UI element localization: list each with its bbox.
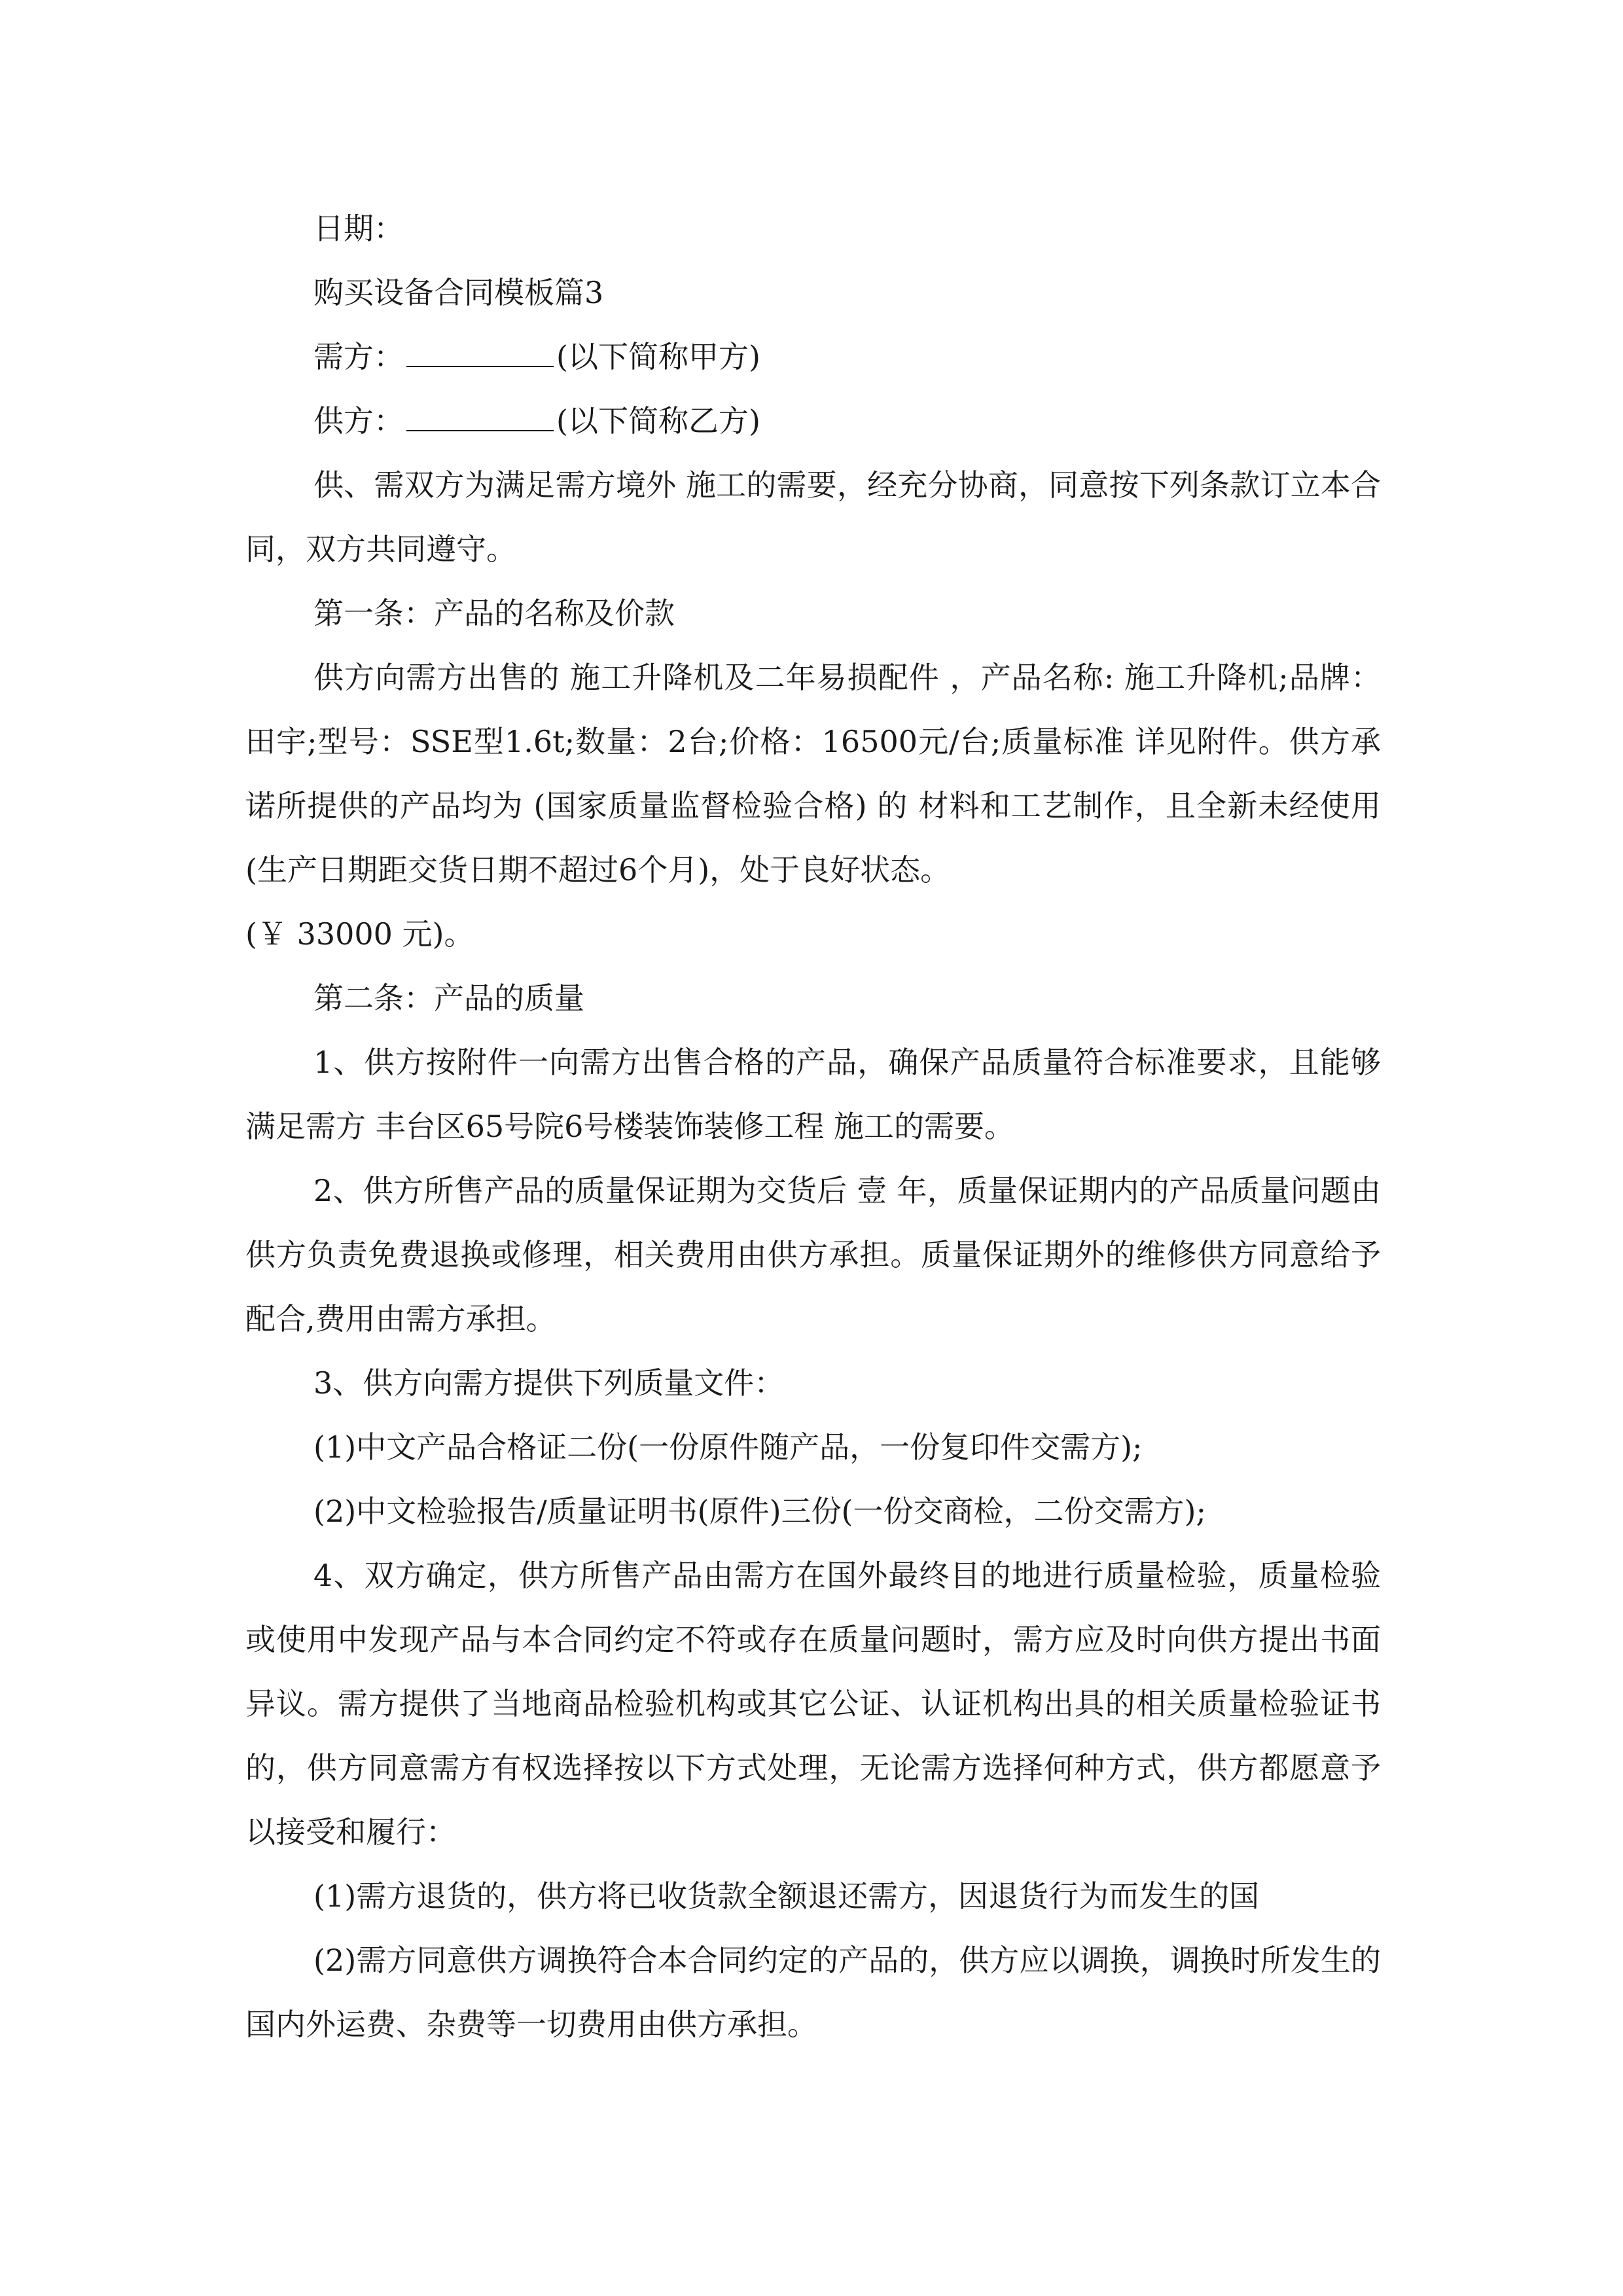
buyer-suffix: (以下简称甲方) xyxy=(556,339,760,374)
document-page xyxy=(245,196,1381,2056)
clause-2: 2、供方所售产品的质量保证期为交货后 壹 年，质量保证期内的产品质量问题由供方负责免费退换或修理，相关费用由供方承担。质量保证期外的维修供方同意给予配合,费用由需方承担。 xyxy=(245,1173,1381,1336)
clause-3-item-1: (1)中文产品合格证二份(一份原件随产品，一份复印件交需方); xyxy=(313,1429,1143,1465)
seller-line xyxy=(245,389,1381,453)
article1-title: 第一条：产品的名称及价款 xyxy=(313,596,675,631)
clause-4: 4、双方确定，供方所售产品由需方在国外最终目的地进行质量检验，质量检验或使用中发现产品与本合同约定不符或存在质量问题时，需方应及时向供方提出书面异议。需方提供了当地商品检验机构或其它公证、认证机构出具的相关质量检验证书的，供方同意需方有权选择按以下方式处理，无论需方选择何种方式，供方都愿意予以接受和履行： xyxy=(245,1558,1381,1850)
article2-title: 第二条：产品的质量 xyxy=(313,980,584,1016)
clause-3-item-2: (2)中文检验报告/质量证明书(原件)三份(一份交商检，二份交需方); xyxy=(313,1494,1206,1529)
intro-paragraph: 供、需双方为满足需方境外 施工的需要，经充分协商，同意按下列条款订立本合同，双方共同遵守。 xyxy=(245,467,1381,567)
article1-total: (￥ 33000 元)。 xyxy=(245,916,474,952)
clause-4-item-2: (2)需方同意供方调换符合本合同约定的产品的，供方应以调换，调换时所发生的国内外运费、杂费等一切费用由供方承担。 xyxy=(245,1943,1381,2042)
seller-blank xyxy=(406,404,554,431)
buyer-blank xyxy=(406,340,554,367)
buyer-label: 需方： xyxy=(313,339,404,374)
section-title: 购买设备合同模板篇3 xyxy=(313,275,604,310)
buyer-line xyxy=(245,325,1381,389)
seller-suffix: (以下简称乙方) xyxy=(556,403,760,439)
seller-label: 供方： xyxy=(313,403,404,439)
date-line: 日期： xyxy=(313,211,404,246)
clause-4-item-1: (1)需方退货的，供方将已收货款全额退还需方，因退货行为而发生的国 xyxy=(313,1878,1260,1914)
clause-3: 3、供方向需方提供下列质量文件： xyxy=(313,1365,785,1401)
article1-body: 供方向需方出售的 施工升降机及二年易损配件 ，产品名称: 施工升降机;品牌：田宇;型号：SSE型1.6t;数量：2台;价格：16500元/台;质量标准 详见附件。供方承诺所提供的产品均为 (国家质量监督检验合格) 的 材料和工艺制作，且全新未经使用(生产日期距交货日期不超过6个月)，处于良好状态。 xyxy=(245,660,1381,888)
clause-1: 1、供方按附件一向需方出售合格的产品，确保产品质量符合标准要求，且能够满足需方 丰台区65号院6号楼装饰装修工程 施工的需要。 xyxy=(245,1045,1381,1144)
